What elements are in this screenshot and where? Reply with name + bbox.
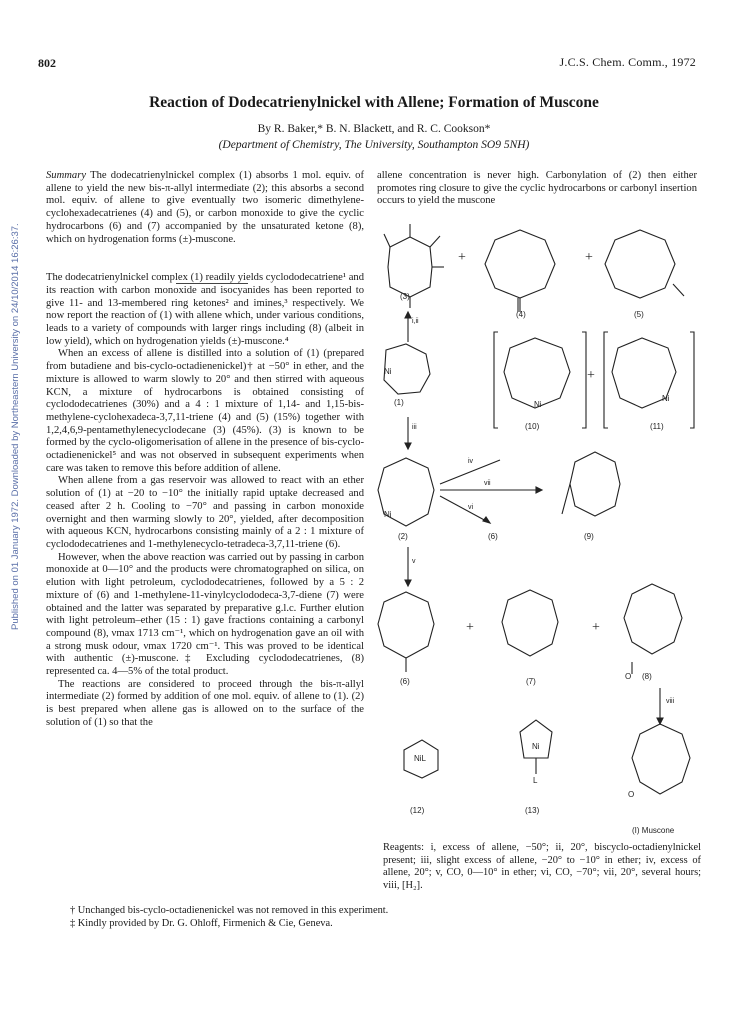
oxygen-8: O [625, 672, 632, 681]
summary-label: Summary [46, 170, 87, 181]
footnote-dagger: † Unchanged bis-cyclo-octadienenickel was not removed in this experiment. [70, 905, 389, 916]
plus-sign: + [585, 250, 593, 265]
sidebar-text: Published on 01 January 1972. Downloaded by Northeastern University on 24/10/2014 16:26:37. [10, 223, 21, 630]
body-paragraph-1: The dodecatrienylnickel complex (1) readily yields cyclododecatriene¹ and its reaction with carbon monoxide and isocyanides has been reported to give 11- and 13-membered ring ketones² and imines,³ respectively. We now report the reaction of (1) with allene which, under various conditions, leads to a variety of compounds with larger rings including (8) (albeit in low yield), which on hydrogenation yields (±)-muscone.⁴ [46, 272, 364, 347]
left-column [46, 170, 364, 730]
page-number: 802 [38, 56, 56, 70]
structure-7 [502, 590, 558, 656]
oxygen-muscone: O [628, 790, 635, 799]
ni-11: Ni [662, 394, 670, 403]
structure-muscone [632, 724, 690, 794]
download-sidebar [2, 160, 21, 630]
body-paragraph-5: The reactions are considered to proceed through the bis-π-allyl intermediate (2) formed by addition of one mol. equiv. of allene to (1). (2) is best prepared when allene gas is allowed on to the surface of the solution of (1) so that the [46, 678, 364, 728]
summary-text: The dodecatrienylnickel complex (1) absorbs 1 mol. equiv. of allene to yield the new bis-π-allyl intermediate (2); this absorbs a second mol. equiv. of allene to give eventually two isomeric dimethylene-cyclohexadecatrienes (4) and (5), or carbon monoxide to give the cyclic hydrocarbons (6) and (7) accompanied by the unsaturated ketone (8), which on hydrogenation forms (±)-muscone. [46, 170, 364, 245]
label-muscone: (I) Muscone [632, 826, 675, 835]
reagent-iii: iii [412, 424, 417, 431]
body-paragraph-4: However, when the above reaction was carried out by passing in carbon monoxide at 0—10° and the products were chromatographed on silica, on elution with light petroleum, cyclododecatrienes, followed by a 5 : 2 mixture of (6) and 1-methylene-11-vinylcyclododeca-3,7-diene (7) were obtained and the latter was separated by preparative g.l.c. Further elution with light petroleum–ether (15 : 1) gave fractions containing a carbonyl compound (8), νmax 1713 cm⁻¹, which on hydrogenation gave an oil with a strong musk odour, νmax 1720 cm⁻¹. This was proved to be identical with authentic (±)-muscone.‡ Excluding cyclododecatrienes, (8) represented ca. 4—5% of the total product. [46, 551, 364, 678]
label-10: (10) [525, 422, 540, 431]
reaction-scheme [370, 222, 700, 842]
plus-sign: + [458, 250, 466, 265]
right-column-text [377, 170, 697, 208]
article-title: Reaction of Dodecatrienylnickel with Allene; Formation of Muscone [149, 94, 599, 111]
structure-8 [624, 584, 682, 674]
reagent-vii: vii [484, 480, 491, 487]
label-2: (2) [398, 532, 408, 541]
nil-12: NiL [414, 754, 427, 763]
reagent-v: v [412, 558, 416, 565]
l-13: L [533, 776, 538, 785]
journal-header: J.C.S. Chem. Comm., 1972 [559, 55, 696, 69]
label-11: (11) [650, 422, 664, 431]
structure-11 [604, 332, 694, 428]
label-1: (1) [394, 398, 404, 407]
label-7: (7) [526, 677, 536, 686]
label-12: (12) [410, 806, 425, 815]
summary-paragraph [46, 170, 364, 246]
reagent-vi: vi [468, 504, 474, 511]
label-6: (6) [400, 677, 410, 686]
label-13: (13) [525, 806, 540, 815]
plus-sign: + [592, 620, 600, 635]
label-4: (4) [516, 310, 526, 319]
reagent-viii: viii [666, 698, 675, 705]
body-paragraph-2: When an excess of allene is distilled into a solution of (1) (prepared from butadiene and bis-cyclo-octadienenickel)† at −50° in ether, and the mixture is allowed to warm slowly to 20° and then stirred with aqueous KCN, a mixture of hydrocarbons is obtained consisting of cyclododecatrienes (30%) and a 4 : 1 mixture of 1,14- and 1,15-bis-methylene-cyclohexadeca-3,7,11-triene (4) and (5) (15%) together with 1,2,4,6,9-pentamethylenecyclodecane (3) (45%). (3) is known to be formed by the cyclo-oligomerisation of allene in the presence of bis-cyclo-octadienenickel⁵ and was not observed in subsequent experiments when care was taken to remove this before addition of allene. [46, 348, 364, 474]
plus-sign: + [466, 620, 474, 635]
structure-4 [485, 230, 555, 312]
label-5: (5) [634, 310, 644, 319]
structure-6 [378, 592, 434, 672]
plus-sign: + [587, 368, 595, 383]
reagents-note: Reagents: i, excess of allene, −50°; ii, 20°, biscyclo-octadienylnickel present; iii, slight excess of allene, −20° to −10° in ether; iv, excess of allene, 20°; v, CO, 0—10° in ether; vi, CO, −70°; vii, 20°, several hours; viii, [H₂]. [383, 842, 701, 891]
ni-13: Ni [532, 742, 540, 751]
structure-9 [562, 452, 620, 516]
label-6-top: (6) [488, 532, 498, 541]
ni-2: Ni [384, 510, 392, 519]
footnote-double-dagger: ‡ Kindly provided by Dr. G. Ohloff, Firmenich & Cie, Geneva. [70, 918, 333, 929]
arrow-vi [440, 496, 488, 522]
footnotes [70, 904, 550, 930]
summary-rule [176, 283, 248, 284]
body-paragraph-3: When allene from a gas reservoir was allowed to react with an ether solution of (1) at −20 to −10° the initially rapid uptake decreased and ceased after 2 h. Cooling to −70° and passing in carbon monoxide overnight and then warming slowly to 20°, yielded, after decomposition with aqueous KCN, hydrocarbons consisting mainly of a 2 : 1 mixture of cyclododecatrienes and 1-methylenecyclo-tetradeca-3,7,11-triene (6). [46, 475, 364, 550]
label-8: (8) [642, 672, 652, 681]
label-3: (3) [400, 292, 410, 301]
body-paragraph-5-continued: allene concentration is never high. Carbonylation of (2) then either promotes ring closure to give the cyclic hydrocarbons or carbonyl insertion occurs to yield the muscone [377, 170, 697, 207]
structure-3 [384, 224, 444, 308]
ni-10: Ni [534, 400, 542, 409]
ni-1: Ni [384, 367, 392, 376]
article-authors: By R. Baker,* B. N. Blackett, and R. C. Cookson* [257, 123, 491, 135]
label-9: (9) [584, 532, 594, 541]
reagent-iv: iv [468, 458, 474, 465]
structure-10 [494, 332, 586, 428]
article-department: (Department of Chemistry, The University, Southampton SO9 5NH) [218, 139, 530, 151]
reagent-i-ii: i,ii [412, 318, 419, 325]
structure-5 [605, 230, 684, 298]
